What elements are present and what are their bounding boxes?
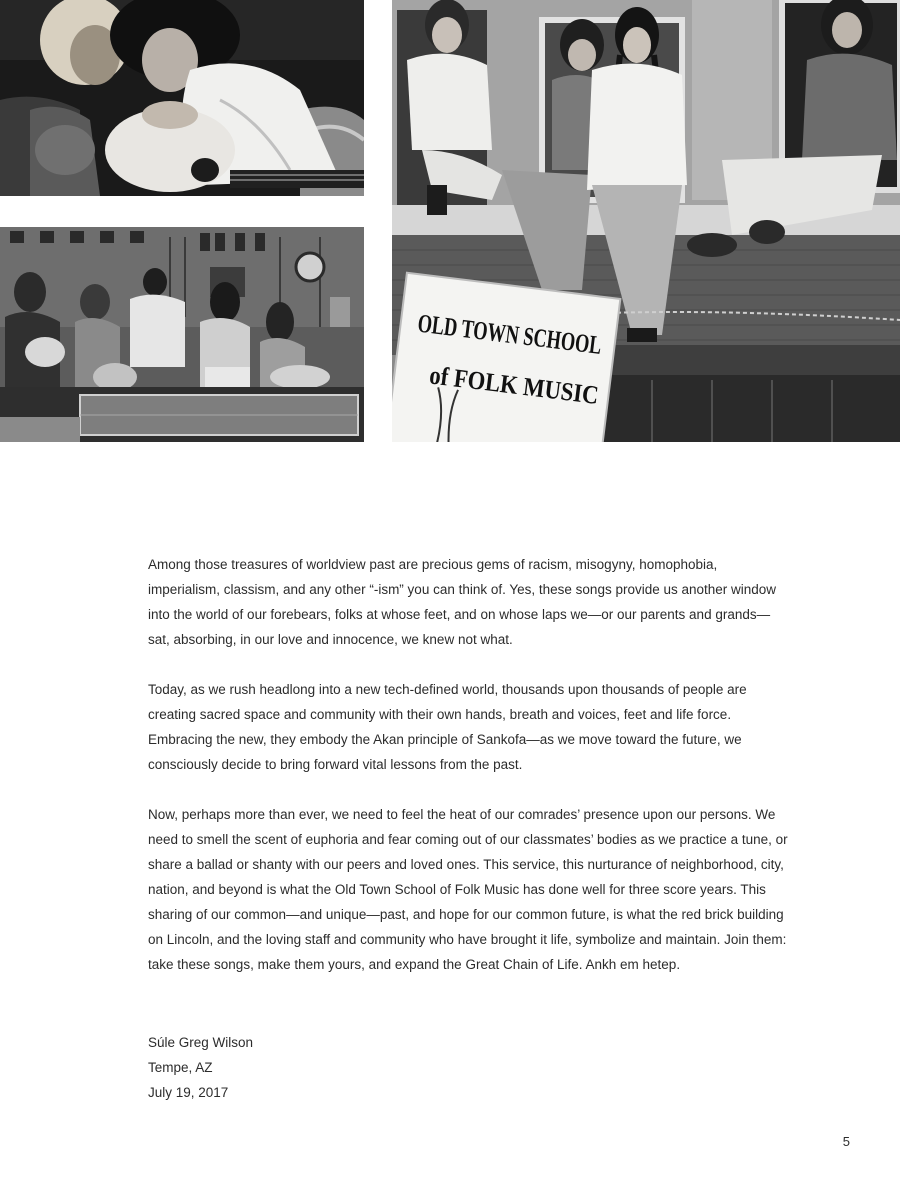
photo-music-store (0, 227, 364, 442)
author-name: Súle Greg Wilson (148, 1035, 254, 1050)
page-number: 5 (842, 1134, 850, 1149)
sign-text-line2: of FOLK MUSIC (427, 360, 625, 413)
sign-text-line1: OLD TOWN SCHOOL (416, 308, 680, 370)
signature-date: July 19, 2017 (148, 1085, 229, 1100)
essay-body (148, 552, 788, 1002)
signature-block (148, 1030, 253, 1105)
essay-paragraph-3: Now, perhaps more than ever, we need to feel the heat of our comrades’ presence upon our persons. We need to smell the scent of euphoria and fear coming out of our classmates’ bodies as we practice a tune, or share a ballad or shanty with our peers and loved ones. This service, this nurturance of neighborhood, city, nation, and beyond is what the Old Town School of Folk Music has done well for three score years. This sharing of our common—and unique—past, and hope for our common future, is what the red brick building on Lincoln, and the loving staff and community who have brought it life, symbolize and maintain. Join them: take these songs, make them yours, and expand the Great Chain of Life. Ankh em hetep. (148, 807, 788, 972)
photo-school-window (392, 0, 900, 442)
photo-guitar-player (0, 0, 364, 196)
essay-paragraph-2: Today, as we rush headlong into a new tech-defined world, thousands upon thousands of people are creating sacred space and community with their own hands, breath and voices, feet and life force. Embracing the new, they embody the Akan principle of Sankofa—as we move toward the future, we consciously decide to bring forward vital lessons from the past. (148, 682, 747, 772)
author-location: Tempe, AZ (148, 1060, 213, 1075)
essay-paragraph-1: Among those treasures of worldview past are precious gems of racism, misogyny, homophobia, imperialism, classism, and any other “-ism” you can think of. Yes, these songs provide us another window into the world of our forebears, folks at whose feet, and on whose laps we—or our parents and grands—sat, absorbing, in our love and innocence, we knew not what. (148, 557, 777, 647)
